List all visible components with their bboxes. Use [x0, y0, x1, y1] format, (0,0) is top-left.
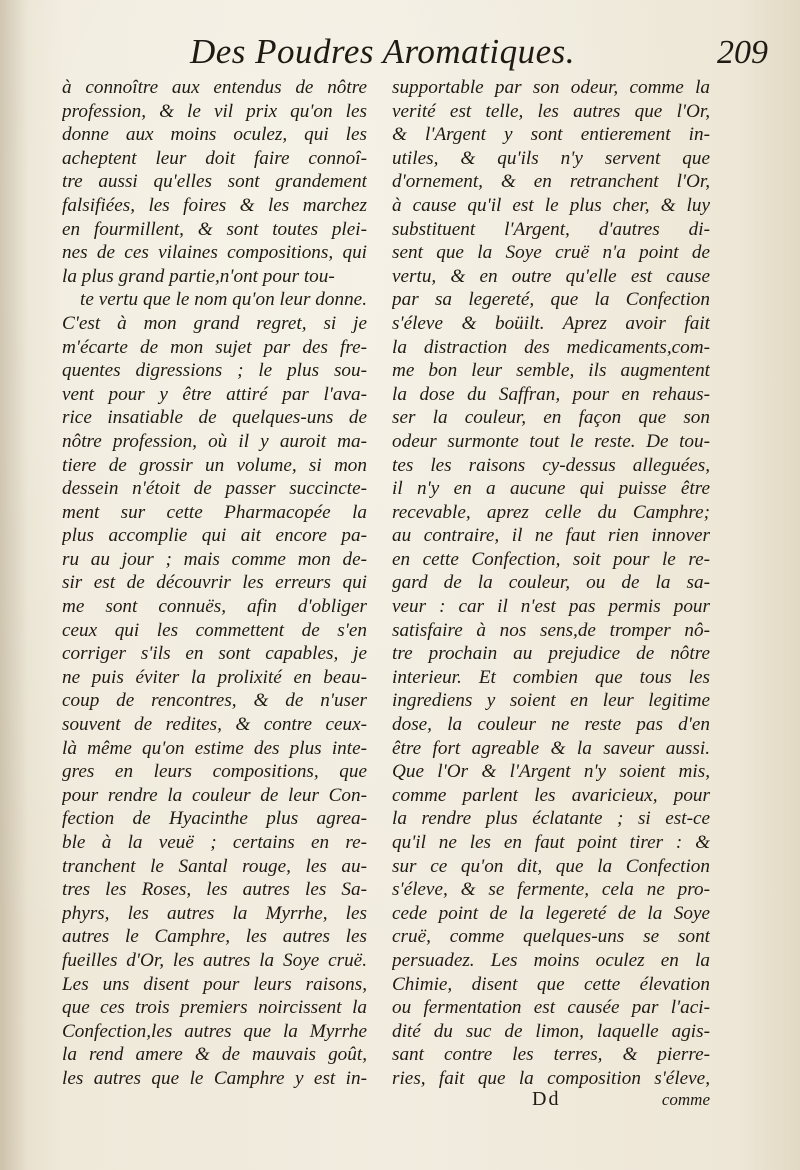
text-line: ru au jour ; mais comme mon de-	[62, 548, 367, 570]
text-line: profession, & le vil prix qu'on les	[62, 100, 367, 122]
text-line: dessein n'étoit de passer succincte-	[62, 478, 367, 500]
text-line: veur : car il n'est pas permis pour	[392, 596, 710, 618]
text-line: nôtre profession, où il y auroit ma-	[62, 430, 367, 452]
text-line: dité du suc de limon, laquelle agis-	[392, 1020, 710, 1042]
text-line: gres en leurs compositions, que	[62, 761, 367, 783]
text-line: Confection,les autres que la Myrrhe	[62, 1020, 367, 1042]
text-column-right	[392, 76, 710, 1091]
text-line: qu'il ne les en faut point tirer : &	[392, 832, 710, 853]
text-line: ries, fait que la composition s'éleve,	[392, 1067, 710, 1089]
text-line: les autres que le Camphre y est in-	[62, 1067, 367, 1089]
text-line: ceux qui les commettent de s'en	[62, 619, 367, 641]
text-line: dose, la couleur ne reste pas d'en	[392, 714, 710, 736]
text-line: gard de la couleur, ou de la sa-	[392, 572, 710, 594]
text-line: me bon leur semble, ils augmentent	[392, 360, 710, 382]
text-line: par sa legereté, que la Confection	[392, 289, 710, 311]
text-line: supportable par son odeur, comme la	[392, 77, 710, 98]
text-line: tes les raisons cy-dessus alleguées,	[392, 454, 710, 476]
text-line: ou fermentation est causée par l'aci-	[392, 997, 710, 1019]
text-line: vertu, & en outre qu'elle est cause	[392, 265, 710, 287]
text-line: la dose du Saffran, pour en rehaus-	[392, 383, 710, 405]
signature-mark: Dd	[532, 1088, 561, 1110]
text-line: donne aux moins oculez, qui les	[62, 124, 367, 146]
text-line: persuadez. Les moins oculez en la	[392, 949, 710, 971]
text-line: vent pour y être attiré par l'ava-	[62, 383, 367, 405]
text-line: au contraire, il ne faut rien innover	[392, 525, 710, 547]
text-line: coup de rencontres, & de n'user	[62, 690, 367, 712]
text-line: fueilles d'Or, les autres la Soye cruë.	[62, 949, 367, 971]
text-line: ne puis éviter la prolixité en beau-	[62, 666, 367, 688]
text-line: s'éleve & boüilt. Aprez avoir fait	[392, 312, 710, 334]
text-line: cruë, comme quelques-uns se sont	[392, 926, 710, 948]
text-line: en cette Confection, soit pour le re-	[392, 548, 710, 570]
page-number: 209	[717, 34, 768, 71]
text-line: comme parlent les avaricieux, pour	[392, 784, 710, 806]
text-line: ble à la veuë ; certains en re-	[62, 832, 367, 853]
text-line: souvent de redites, & contre ceux-	[62, 714, 367, 736]
text-line: & l'Argent y sont entierement in-	[392, 124, 710, 146]
text-line: sir est de découvrir les erreurs qui	[62, 572, 367, 594]
text-line: être fort agreable & la saveur aussi.	[392, 737, 710, 759]
text-line: satisfaire à nos sens,de tromper nô-	[392, 619, 710, 641]
text-line: Les uns disent pour leurs raisons,	[62, 973, 367, 995]
text-line: tre aussi qu'elles sont grandement	[62, 171, 367, 193]
text-line: corriger s'ils en sont capables, je	[62, 643, 367, 665]
text-line: verité est telle, les autres que l'Or,	[392, 100, 710, 122]
text-line: sant contre les terres, & pierre-	[392, 1044, 710, 1066]
running-title: Des Poudres Aromatiques.	[190, 32, 575, 71]
text-line: il n'y en a aucune qui puisse être	[392, 478, 710, 500]
text-line: rice insatiable de quelques-uns de	[62, 407, 367, 429]
text-line: plus accomplie qui ait encore pa-	[62, 525, 367, 547]
text-line: me sont connuës, afin d'obliger	[62, 596, 367, 618]
text-line: pour rendre la couleur de leur Con-	[62, 784, 367, 806]
catchword: comme	[661, 1090, 710, 1109]
text-line: autres le Camphre, les autres les	[62, 926, 367, 948]
text-line: odeur surmonte tout le reste. De tou-	[392, 430, 710, 452]
text-line: Que l'Or & l'Argent n'y soient mis,	[392, 761, 710, 783]
text-line: ingrediens y soient en leur legitime	[392, 690, 710, 712]
text-line: sent que la Soye cruë n'a point de	[392, 242, 710, 264]
text-line: tranchent le Santal rouge, les au-	[62, 855, 367, 877]
text-line: tres les Roses, les autres les Sa-	[62, 879, 367, 901]
text-line: quentes digressions ; le plus sou-	[62, 360, 367, 382]
text-line: que ces trois premiers noircissent la	[62, 997, 367, 1019]
page-footer	[392, 1088, 710, 1114]
binding-shadow	[0, 0, 28, 1170]
text-line: tiere de grossir un volume, si mon	[62, 454, 367, 476]
text-column-left	[62, 76, 367, 1091]
text-line: tre prochain au prejudice de nôtre	[392, 643, 710, 665]
text-line: la rend amere & de mauvais goût,	[62, 1044, 367, 1066]
text-line: s'éleve, & se fermente, cela ne pro-	[392, 879, 710, 901]
text-line: Chimie, disent que cette élevation	[392, 973, 710, 995]
text-line: m'écarte de mon sujet par des fre-	[62, 336, 367, 358]
text-line: là même qu'on estime des plus inte-	[62, 737, 367, 759]
text-line: nes de ces vilaines compositions, qui	[62, 242, 367, 264]
text-line: à connoître aux entendus de nôtre	[62, 77, 367, 98]
text-line: phyrs, les autres la Myrrhe, les	[62, 902, 367, 924]
text-line: interieur. Et combien que tous les	[392, 666, 710, 688]
text-line: la plus grand partie,n'ont pour tou-	[62, 265, 335, 287]
text-line: acheptent leur doit faire connoî-	[62, 147, 367, 169]
text-line: C'est à mon grand regret, si je	[62, 312, 367, 334]
text-line: falsifiées, les foires & les marchez	[62, 194, 367, 216]
text-line: d'ornement, & en retranchent l'Or,	[392, 171, 710, 193]
text-line: utiles, & qu'ils n'y servent que	[392, 147, 710, 169]
text-line: te vertu que le nom qu'on leur donne.	[80, 289, 367, 311]
text-line: ser la couleur, en façon que son	[392, 407, 710, 429]
text-line: recevable, aprez celle du Camphre;	[392, 501, 710, 523]
text-line: fection de Hyacinthe plus agrea-	[62, 808, 367, 830]
text-line: sur ce qu'on dit, que la Confection	[392, 855, 710, 877]
text-line: à cause qu'il est le plus cher, & luy	[392, 194, 710, 216]
text-line: la distraction des medicaments,com-	[392, 336, 710, 358]
text-line: substituent l'Argent, d'autres di-	[392, 218, 710, 240]
text-line: la rendre plus éclatante ; si est-ce	[392, 808, 710, 830]
text-line: en fourmillent, & sont toutes plei-	[62, 218, 367, 240]
text-line: cede point de la legereté de la Soye	[392, 902, 710, 924]
text-line: ment sur cette Pharmacopée la	[62, 501, 367, 523]
